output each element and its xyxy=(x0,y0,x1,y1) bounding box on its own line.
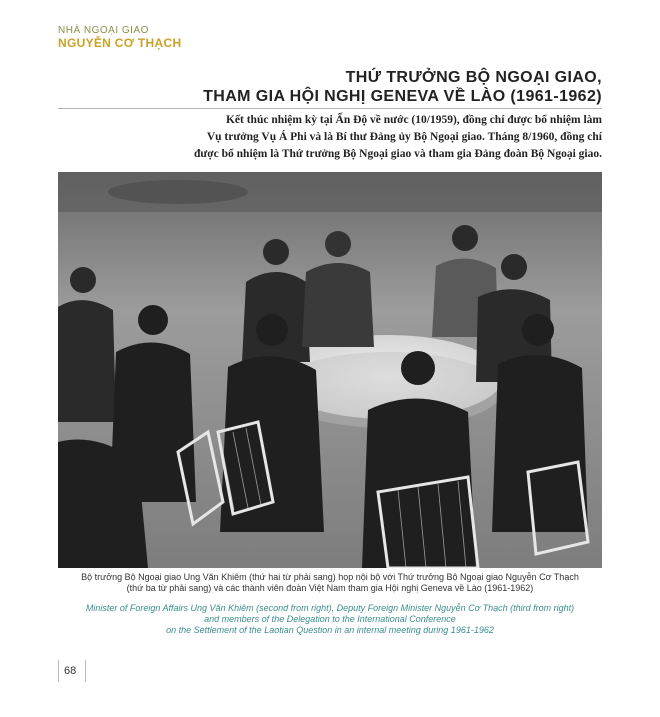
intro-line-2: Vụ trưởng Vụ Á Phi và là Bí thư Đảng ủy Bộ Ngoại giao. Tháng 8/1960, đồng chí xyxy=(206,131,602,143)
book-brand xyxy=(58,26,181,49)
title-line-1: THỨ TRƯỞNG BỘ NGOẠI GIAO, xyxy=(345,69,602,86)
intro-line-1: Kết thúc nhiệm kỳ tại Ấn Độ về nước (10/1959), đồng chí được bổ nhiệm làm xyxy=(225,114,602,126)
caption-vn-line-2: (thứ ba từ phải sang) và các thành viên đoàn Việt Nam tham gia Hội nghị Geneva về Lào (1961-1962) xyxy=(126,583,534,593)
section-title xyxy=(203,68,602,106)
photo-caption-vietnamese xyxy=(58,572,602,594)
intro-paragraph xyxy=(172,112,602,163)
page-number: 68 xyxy=(64,665,77,677)
page-number-left-rule xyxy=(58,660,59,682)
title-line-2: THAM GIA HỘI NGHỊ GENEVA VỀ LÀO (1961-1962) xyxy=(203,88,602,105)
caption-en-line-2: and members of the Delegation to the International Conference xyxy=(204,614,456,624)
caption-vn-line-1: Bộ trưởng Bộ Ngoại giao Ung Văn Khiêm (thứ hai từ phải sang) họp nội bộ với Thứ trưởng Bộ Ngoại giao Nguyễn Cơ Thạch xyxy=(81,572,579,582)
meeting-photo-illustration xyxy=(58,172,602,568)
brand-line-1: NHÀ NGOẠI GIAO xyxy=(58,25,149,36)
page-number-right-rule xyxy=(85,660,86,682)
brand-line-2: NGUYỄN CƠ THẠCH xyxy=(58,35,182,50)
title-divider xyxy=(58,108,602,109)
meeting-photo xyxy=(58,172,602,568)
caption-en-line-1: Minister of Foreign Affairs Ung Văn Khiêm (second from right), Deputy Foreign Minister Nguyễn Cơ Thạch (third from right) xyxy=(85,603,575,613)
caption-en-line-3: on the Settlement of the Laotian Question in an internal meeting during 1961-1962 xyxy=(166,625,494,635)
intro-line-3: được bổ nhiệm là Thứ trưởng Bộ Ngoại giao và tham gia Đảng đoàn Bộ Ngoại giao. xyxy=(194,148,602,160)
photo-caption-english xyxy=(58,603,602,636)
